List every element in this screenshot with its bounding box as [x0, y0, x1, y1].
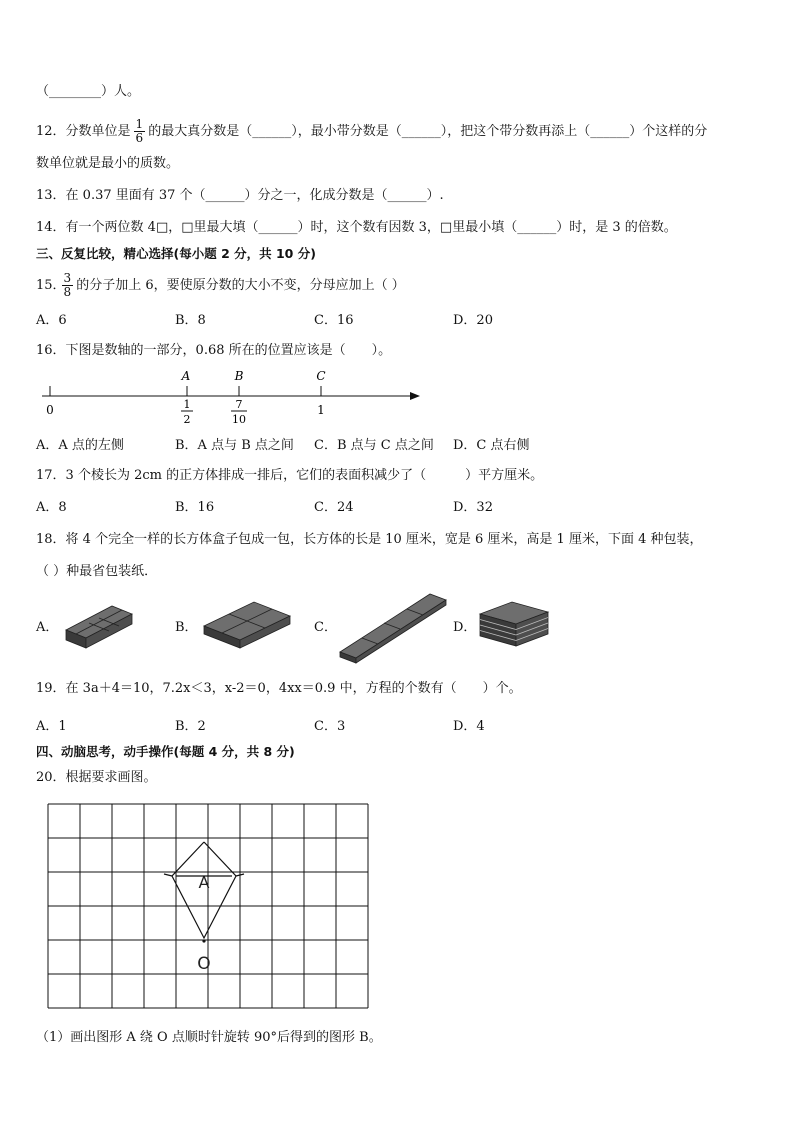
option-q15-d[interactable]: D．20: [453, 313, 493, 328]
package-d-image: [476, 600, 552, 650]
fraction-three-eighths: [62, 272, 74, 299]
option-q15-b[interactable]: B．8: [175, 313, 206, 328]
tick-label-c: 1: [317, 403, 325, 417]
number-line-arrow: [410, 392, 420, 400]
fraction-denominator: 8: [63, 285, 72, 299]
option-q18-b[interactable]: B．: [175, 620, 198, 635]
drawing-grid[interactable]: [44, 800, 376, 1012]
section-3-heading: 三、反复比较，精心选择(每小题 2 分，共 10 分): [36, 246, 316, 261]
option-q19-c[interactable]: C．3: [314, 719, 346, 734]
package-b-image: [200, 598, 294, 650]
question-12-prefix: 12．分数单位是: [36, 124, 131, 139]
option-q18-d[interactable]: D．: [453, 620, 477, 635]
question-17: 17．3 个棱长为 2cm 的正方体排成一排后，它们的表面积减少了（ ）平方厘米。: [36, 468, 544, 483]
tick-label-a-num: 1: [183, 398, 191, 411]
option-q17-c[interactable]: C．24: [314, 500, 354, 515]
fraction-numerator: 1: [135, 117, 144, 131]
package-a-image: [62, 600, 136, 652]
point-b-label: B: [234, 369, 244, 383]
section-4-heading: 四、动脑思考，动手操作(每题 4 分，共 8 分): [36, 744, 295, 759]
fraction-numerator: 3: [63, 271, 72, 285]
shape-a-label: A: [198, 873, 210, 892]
question-20: 20．根据要求画图。: [36, 770, 157, 785]
question-15-text: 的分子加上 6，要使原分数的大小不变，分母应加上（ ）: [76, 278, 405, 293]
package-c-image: [338, 590, 450, 664]
option-q17-a[interactable]: A．8: [36, 500, 67, 515]
tick-label-b-num: 7: [235, 398, 243, 411]
question-20-part-1: （1）画出图形 A 绕 O 点顺时针旋转 90°后得到的图形 B。: [36, 1030, 382, 1045]
question-18: 18．将 4 个完全一样的长方体盒子包成一包，长方体的长是 10 厘米，宽是 6 厘米，高是 1 厘米，下面 4 种包装，: [36, 532, 703, 547]
option-q16-d[interactable]: D．C 点右侧: [453, 438, 530, 453]
fraction-denominator: 6: [135, 131, 144, 145]
option-q15-a[interactable]: A．6: [36, 313, 67, 328]
tick-label-b-den: 10: [232, 413, 246, 426]
answer-blank-line: （________）人。: [36, 84, 141, 99]
option-q19-d[interactable]: D．4: [453, 719, 485, 734]
option-q16-c[interactable]: C．B 点与 C 点之间: [314, 438, 434, 453]
question-13: 13．在 0.37 里面有 37 个（______）分之一，化成分数是（______）.: [36, 188, 444, 203]
option-q18-a[interactable]: A．: [36, 620, 59, 635]
option-q16-b[interactable]: B．A 点与 B 点之间: [175, 438, 294, 453]
question-15-prefix: 15．: [36, 278, 66, 293]
point-c-label: C: [316, 369, 326, 383]
question-16: 16．下图是数轴的一部分，0.68 所在的位置应该是（ ）。: [36, 343, 392, 358]
option-q17-d[interactable]: D．32: [453, 500, 493, 515]
question-18-continued: （ ）种最省包装纸．: [36, 564, 158, 579]
tick-label-a-den: 2: [183, 413, 191, 426]
point-a-label: A: [181, 369, 191, 383]
question-12-text: 的最大真分数是（______），最小带分数是（______），把这个带分数再添上（______）个这样的分: [148, 124, 708, 139]
question-15: [36, 272, 405, 299]
tick-label-zero: 0: [46, 403, 54, 417]
option-q16-a[interactable]: A．A 点的左侧: [36, 438, 124, 453]
question-12-continued: 数单位就是最小的质数。: [36, 156, 180, 171]
option-q19-b[interactable]: B．2: [175, 719, 206, 734]
option-q17-b[interactable]: B．16: [175, 500, 215, 515]
question-12: [36, 118, 707, 145]
rotation-center-label: O: [197, 954, 211, 974]
option-q19-a[interactable]: A．1: [36, 719, 67, 734]
question-19: 19．在 3a＋4＝10，7.2x＜3，x-2＝0，4xx＝0.9 中，方程的个数有（ ）个。: [36, 681, 522, 696]
question-14: 14．有一个两位数 4□，□里最大填（______）时，这个数有因数 3，□里最小填（______）时，是 3 的倍数。: [36, 220, 677, 235]
fraction-one-sixth: [134, 118, 146, 145]
rotation-center-point: [202, 939, 205, 942]
number-line-figure: [36, 364, 426, 430]
option-q18-c[interactable]: C．: [314, 620, 337, 635]
option-q15-c[interactable]: C．16: [314, 313, 354, 328]
